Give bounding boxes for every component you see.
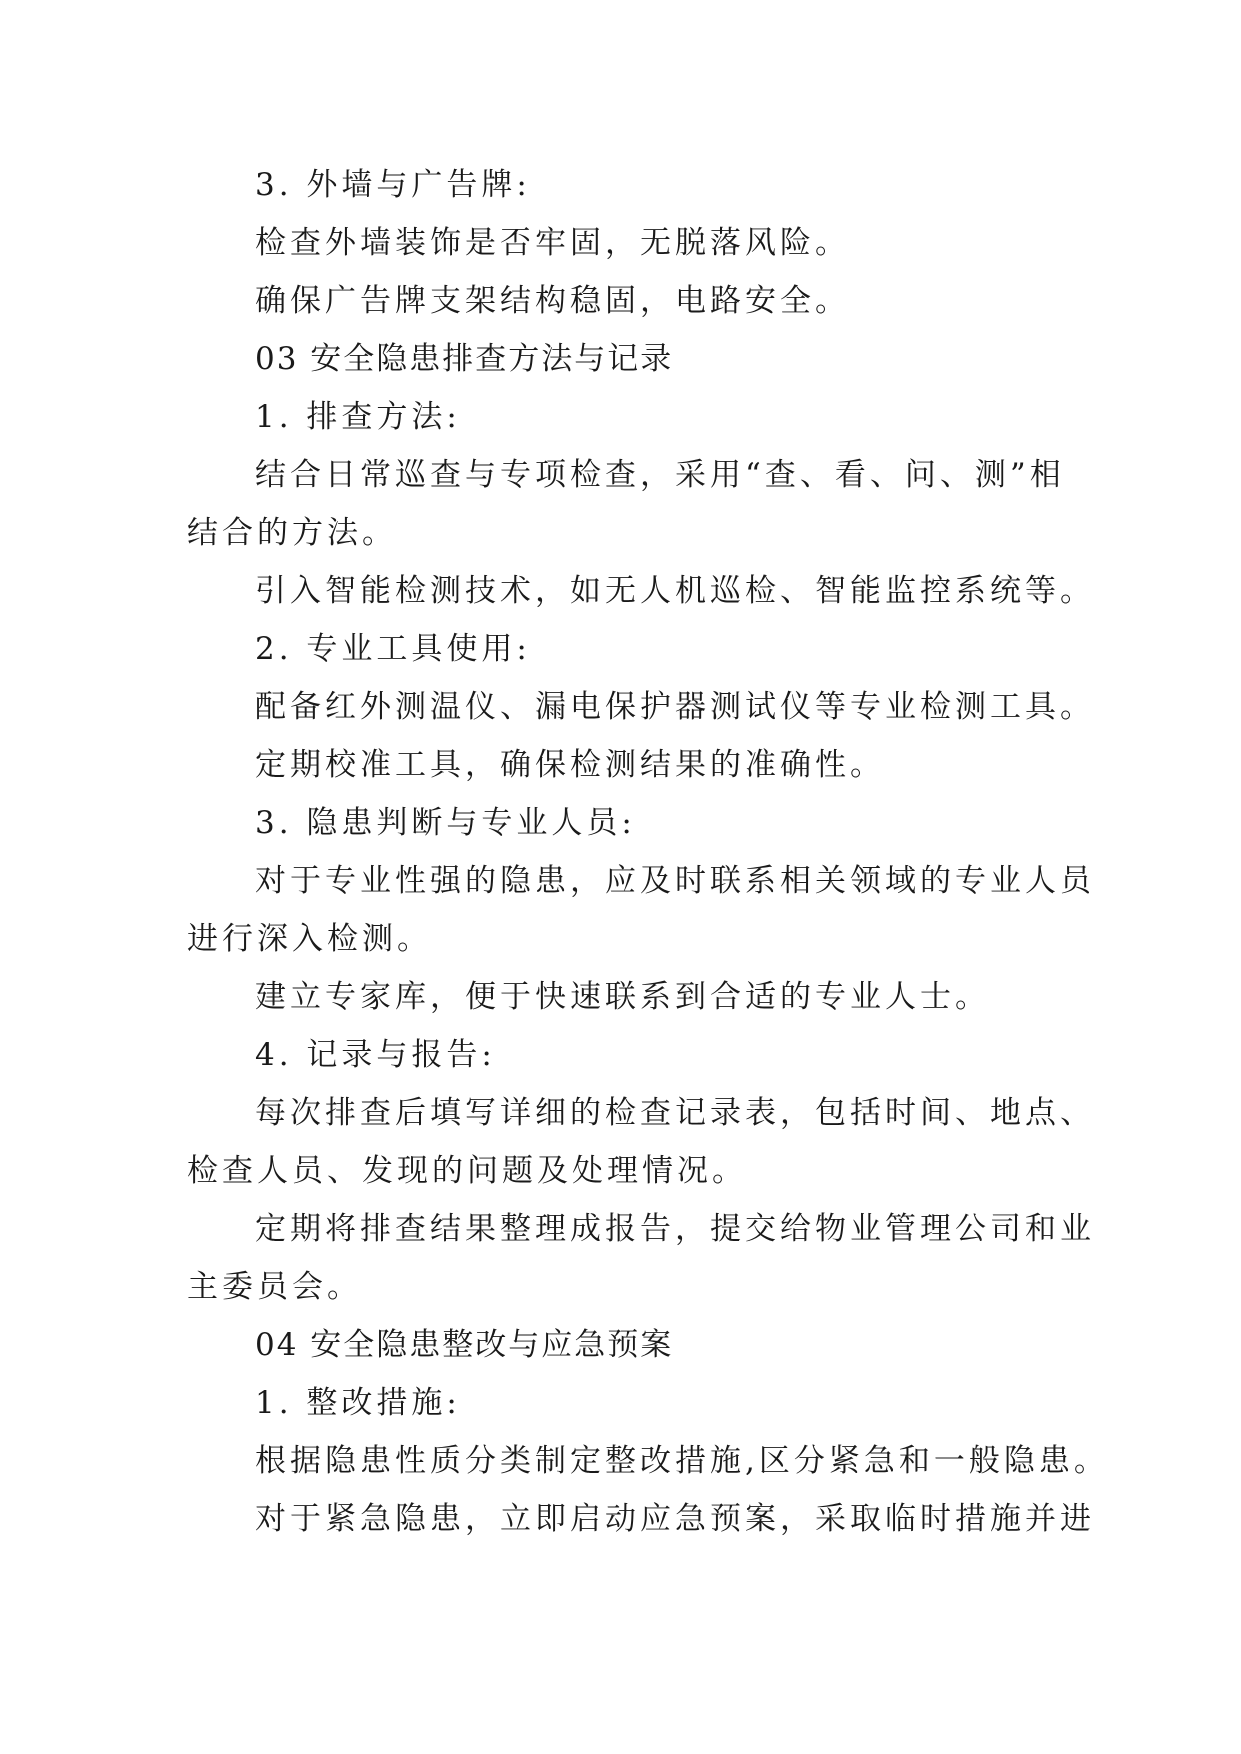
- paragraph-line: 对于专业性强的隐患，应及时联系相关领域的专业人员: [255, 863, 1095, 899]
- paragraph-line: 主委员会。: [187, 1269, 362, 1305]
- paragraph-line: 建立专家库，便于快速联系到合适的专业人士。: [255, 979, 990, 1015]
- paragraph-line: 进行深入检测。: [187, 921, 432, 957]
- paragraph-line: 根据隐患性质分类制定整改措施,区分紧急和一般隐患。: [255, 1443, 1109, 1479]
- subheading-hazard-judgment: 3. 隐患判断与专业人员:: [255, 805, 636, 841]
- subheading-professional-tools: 2. 专业工具使用:: [255, 631, 531, 667]
- paragraph-line: 对于紧急隐患，立即启动应急预案，采取临时措施并进: [255, 1501, 1095, 1537]
- paragraph-line: 检查人员、发现的问题及处理情况。: [187, 1153, 747, 1189]
- paragraph-line: 检查外墙装饰是否牢固，无脱落风险。: [255, 225, 850, 261]
- section-heading-03: 03 安全隐患排查方法与记录: [255, 341, 674, 377]
- paragraph-line: 定期将排查结果整理成报告，提交给物业管理公司和业: [255, 1211, 1095, 1247]
- subheading-rectification: 1. 整改措施:: [255, 1385, 461, 1421]
- paragraph-line: 确保广告牌支架结构稳固，电路安全。: [255, 283, 850, 319]
- subheading-exterior-wall: 3. 外墙与广告牌:: [255, 167, 531, 203]
- subheading-inspection-method: 1. 排查方法:: [255, 399, 461, 435]
- paragraph-line: 定期校准工具，确保检测结果的准确性。: [255, 747, 885, 783]
- paragraph-line: 引入智能检测技术，如无人机巡检、智能监控系统等。: [255, 573, 1095, 609]
- paragraph-line: 结合的方法。: [187, 515, 397, 551]
- subheading-record-report: 4. 记录与报告:: [255, 1037, 496, 1073]
- paragraph-line: 每次排查后填写详细的检查记录表，包括时间、地点、: [255, 1095, 1095, 1131]
- paragraph-line: 配备红外测温仪、漏电保护器测试仪等专业检测工具。: [255, 689, 1095, 725]
- section-heading-04: 04 安全隐患整改与应急预案: [255, 1327, 674, 1363]
- paragraph-line: 结合日常巡查与专项检查，采用“查、看、问、测”相: [255, 457, 1065, 493]
